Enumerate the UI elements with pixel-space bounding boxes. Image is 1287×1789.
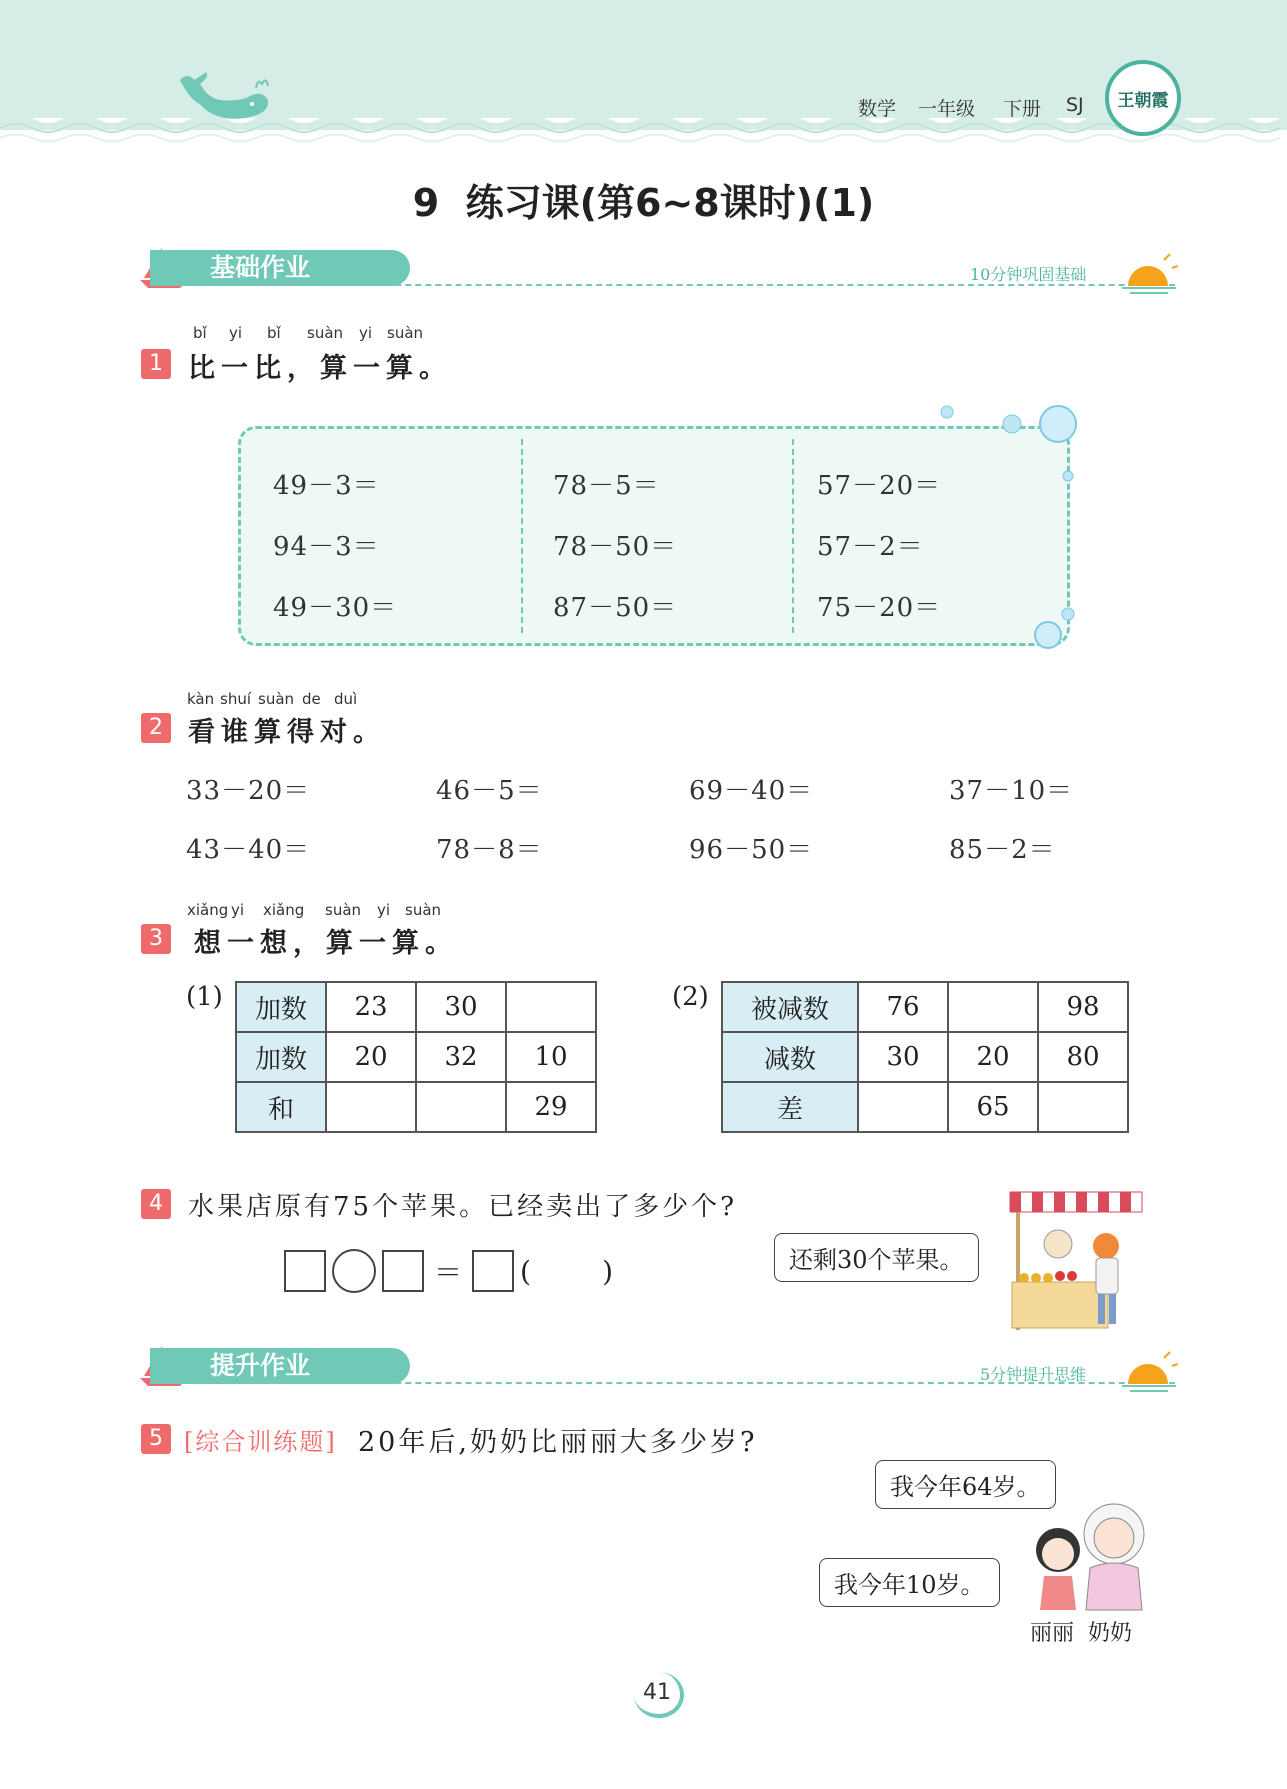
section-advanced-slogan: 5分钟提升思维 [980, 1365, 1087, 1384]
q1-expression: 75－20＝ [817, 593, 942, 623]
answer-box[interactable] [382, 1250, 424, 1292]
q1-column-divider [792, 439, 794, 633]
q3-table1-label: (1) [186, 982, 223, 1012]
sunrise-icon [1120, 1350, 1178, 1394]
q4-speech-bubble: 还剩30个苹果。 [774, 1233, 979, 1282]
sunrise-icon [1120, 252, 1178, 296]
q1-text: 比一比，算一算。 [188, 353, 452, 384]
logo-text: 王朝霞 [1117, 90, 1169, 111]
q1-column-divider [521, 439, 523, 633]
table-cell: 80 [1038, 1032, 1128, 1082]
q1-expression: 57－2＝ [817, 532, 924, 562]
q4-number: 4 [141, 1189, 171, 1219]
q3-pinyin-syllable: suàn [405, 901, 442, 919]
table-header-cell: 差 [722, 1082, 858, 1132]
q1-pinyin-syllable: bǐ [267, 324, 281, 342]
q1-pinyin-syllable: yi [229, 324, 243, 342]
q2-pinyin-syllable: duì [334, 690, 358, 708]
answer-cell[interactable] [858, 1082, 948, 1132]
table-cell: 32 [416, 1032, 506, 1082]
q4-text: 水果店原有75个苹果。已经卖出了多少个? [188, 1192, 738, 1222]
q2-text: 看谁算得对。 [188, 717, 386, 748]
q5-number: 5 [141, 1424, 171, 1454]
q5-tag: [综合训练题] [184, 1428, 337, 1456]
section-basic-label: 基础作业 [150, 250, 410, 286]
q1-expression: 49－3＝ [273, 471, 380, 501]
q2-expression: 78－8＝ [436, 835, 543, 865]
table-row [722, 1082, 1128, 1132]
q1-pinyin-syllable: bǐ [193, 324, 207, 342]
q1-expression: 94－3＝ [273, 532, 380, 562]
q1-expression: 78－50＝ [553, 532, 678, 562]
whale-icon [170, 70, 280, 130]
table-header-cell: 被减数 [722, 982, 858, 1032]
q3-pinyin [187, 901, 455, 919]
q2-expression: 69－40＝ [689, 776, 814, 806]
header-edition: SJ [1066, 94, 1084, 116]
table-cell: 20 [948, 1032, 1038, 1082]
equals-sign: ＝ [434, 1256, 463, 1289]
q4-answer-equation [284, 1249, 613, 1293]
fruit-stand-illustration [1008, 1186, 1144, 1336]
table-cell: 20 [326, 1032, 416, 1082]
header-grade: 一年级 [918, 98, 976, 120]
table-cell: 76 [858, 982, 948, 1032]
answer-cell[interactable] [948, 982, 1038, 1032]
q1-pinyin-syllable: suàn [307, 324, 344, 342]
table-row [236, 1032, 596, 1082]
header-subject: 数学 [858, 98, 897, 120]
brand-logo [1105, 60, 1181, 136]
q3-text: 想一想，算一算。 [194, 928, 458, 959]
table-header-cell: 加数 [236, 982, 326, 1032]
table-cell: 23 [326, 982, 416, 1032]
page-number-badge [634, 1672, 684, 1718]
q3-addition-table [235, 981, 597, 1133]
table-row [722, 1032, 1128, 1082]
answer-cell[interactable] [506, 982, 596, 1032]
q2-pinyin-syllable: suàn [258, 690, 295, 708]
table-cell: 10 [506, 1032, 596, 1082]
q2-pinyin-syllable: de [302, 690, 321, 708]
q1-expression: 49－30＝ [273, 593, 398, 623]
q1-pinyin-syllable: yi [359, 324, 373, 342]
section-advanced-label: 提升作业 [150, 1348, 410, 1384]
q2-expression: 96－50＝ [689, 835, 814, 865]
q3-table2-label: (2) [672, 982, 709, 1012]
answer-cell[interactable] [1038, 1082, 1128, 1132]
table-cell: 98 [1038, 982, 1128, 1032]
q2-number: 2 [141, 713, 171, 743]
table-cell: 65 [948, 1082, 1038, 1132]
answer-box[interactable] [472, 1250, 514, 1292]
q1-number: 1 [141, 349, 171, 379]
character-names: 丽丽 奶奶 [1030, 1621, 1132, 1646]
q1-pinyin [193, 324, 443, 342]
bubbles-decoration-icon [930, 398, 1080, 658]
q3-pinyin-syllable: suàn [325, 901, 362, 919]
q3-pinyin-syllable: xiǎng [187, 901, 229, 919]
table-cell: 30 [858, 1032, 948, 1082]
q3-pinyin-syllable: yi [231, 901, 245, 919]
table-header-cell: 加数 [236, 1032, 326, 1082]
table-header-cell: 和 [236, 1082, 326, 1132]
q5-text: 20年后,奶奶比丽丽大多少岁? [358, 1427, 758, 1458]
q3-pinyin-syllable: xiǎng [263, 901, 305, 919]
table-row [236, 982, 596, 1032]
page-number: 41 [643, 1680, 671, 1705]
table-header-cell: 减数 [722, 1032, 858, 1082]
q2-expression: 43－40＝ [186, 835, 311, 865]
q1-expression: 78－5＝ [553, 471, 660, 501]
answer-cell[interactable] [416, 1082, 506, 1132]
q2-expression: 37－10＝ [949, 776, 1074, 806]
q3-subtraction-table [721, 981, 1129, 1133]
q2-pinyin-syllable: shuí [220, 690, 251, 708]
q3-number: 3 [141, 924, 171, 954]
operator-circle[interactable] [332, 1249, 376, 1293]
table-cell: 29 [506, 1082, 596, 1132]
lili-speech-bubble: 我今年10岁。 [819, 1558, 1000, 1607]
q1-expression: 87－50＝ [553, 593, 678, 623]
section-basic-slogan: 10分钟巩固基础 [970, 265, 1087, 284]
q2-expression: 46－5＝ [436, 776, 543, 806]
grandma-speech-bubble: 我今年64岁。 [875, 1460, 1056, 1509]
answer-box[interactable] [284, 1250, 326, 1292]
table-row [236, 1082, 596, 1132]
page-title: 9 练习课(第6~8课时)(1) [412, 181, 875, 225]
unit-parentheses[interactable]: ( ) [520, 1254, 614, 1288]
q2-expression: 33－20＝ [186, 776, 311, 806]
q3-pinyin-syllable: yi [377, 901, 391, 919]
answer-cell[interactable] [326, 1082, 416, 1132]
q1-pinyin-syllable: suàn [387, 324, 424, 342]
q2-pinyin [187, 690, 364, 708]
lili-and-grandma-illustration [1010, 1488, 1160, 1618]
q1-expression: 57－20＝ [817, 471, 942, 501]
q2-pinyin-syllable: kàn [187, 690, 215, 708]
header-volume: 下册 [1003, 98, 1042, 120]
table-cell: 30 [416, 982, 506, 1032]
q2-expression: 85－2＝ [949, 835, 1056, 865]
table-row [722, 982, 1128, 1032]
